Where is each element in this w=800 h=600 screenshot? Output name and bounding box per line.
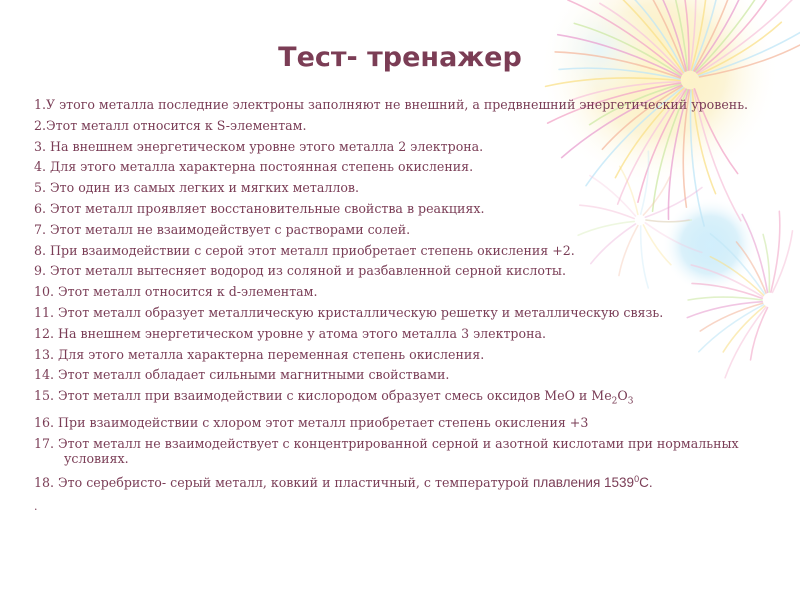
slide-title: Тест- тренажер [278,42,522,73]
question-17: 17. Этот металл не взаимодействует с концентрированной серной и азотной кислотами при нормальных условиях. [34,436,739,467]
question-list [34,97,774,496]
question-4: 4. Для этого металла характерна постоянная степень окисления. [34,159,474,175]
question-14: 14. Этот металл обладает сильными магнитными свойствами. [34,367,450,383]
question-15-oxygen: O [617,388,628,404]
question-18-degree-sup: 0 [634,474,640,485]
question-6: 6. Этот металл проявляет восстановительные свойства в реакциях. [34,200,485,216]
question-11: 11. Этот металл образует металлическую кристаллическую решетку и металлическую связь. [34,304,664,320]
question-18 [34,472,774,490]
question-18-melting-point: плавления 1539 [533,475,635,491]
question-3: 3. На внешнем энергетическом уровне этого металла 2 электрона. [34,138,484,154]
question-18-text: 18. Это серебристо- серый металл, ковкий и пластичный, с температурой [34,475,534,491]
question-12: 12. На внешнем энергетическом уровне у атома этого металла 3 электрона. [34,325,546,341]
question-18-unit: С. [639,475,653,491]
question-9: 9. Этот металл вытесняет водород из соляной и разбавленной серной кислоты. [34,263,566,279]
question-5: 5. Это один из самых легких и мягких металлов. [34,180,360,196]
question-16: 16. При взаимодействии с хлором этот металл приобретает степень окисления +3 [34,415,589,431]
question-1: 1.У этого металла последние электроны заполняют не внешний, а предвнешний энергетический уровень. [34,97,749,112]
question-13: 13. Для этого металла характерна переменная степень окисления. [34,346,485,362]
question-8: 8. При взаимодействии с серой этот металл приобретает степень окисления +2. [34,242,575,258]
firework-ray [772,231,792,293]
question-15 [34,388,774,410]
question-15-text: 15. Этот металл при взаимодействии с кислородом образует смесь оксидов MeO и Me [34,388,612,404]
question-15-sub-2: 3 [627,396,634,407]
question-7: 7. Этот металл не взаимодействует с растворами солей. [34,221,411,237]
trailing-dot: . [34,500,38,513]
question-15-sub-1: 2 [611,396,618,407]
question-2: 2.Этот металл относится к S-элементам. [34,117,307,133]
question-10: 10. Этот металл относится к d-элементам. [34,284,318,300]
